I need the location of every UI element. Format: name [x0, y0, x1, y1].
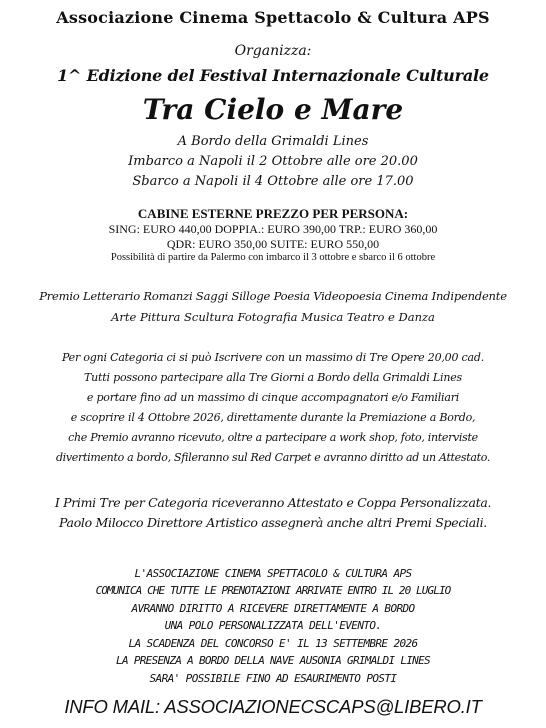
rules-line-4: e scoprire il 4 Ottobre 2026, direttamente durante la Premiazione a Bordo, [70, 411, 476, 424]
contact-email[interactable]: INFO MAIL: ASSOCIAZIONECSCAPS@LIBERO.IT [64, 696, 482, 717]
prices-note: Possibilità di partire da Palermo con imbarco il 3 ottobre e sbarco il 6 ottobre [110, 252, 436, 263]
categories-line-1: Premio Letterario Romanzi Saggi Silloge Poesia Videopoesia Cinema Indipendente [39, 289, 507, 303]
rules-line-2: Tutti possono partecipare alla Tre Giorni a Bordo della Grimaldi Lines [84, 371, 462, 384]
notice-line-7: SARA' POSSIBILE FINO AD ESAURIMENTO POSTI [149, 672, 397, 685]
rules-line-6: divertimento a bordo, Sfileranno sul Red Carpet e avranno diritto ad un Attestato. [55, 451, 491, 464]
notice-line-2: COMUNICA CHE TUTTE LE PRENOTAZIONI ARRIVATE ENTRO IL 20 LUGLIO [95, 584, 451, 597]
notice-line-4: UNA POLO PERSONALIZZATA DELL'EVENTO. [164, 619, 382, 632]
trip-embark: Imbarco a Napoli il 2 Ottobre alle ore 20.00 [128, 154, 418, 169]
awards-line-2: Paolo Milocco Direttore Artistico assegnerà anche altri Premi Speciali. [59, 515, 487, 530]
festival-title: Tra Cielo e Mare [142, 93, 404, 126]
awards-line-1: I Primi Tre per Categoria riceveranno Attestato e Coppa Personalizzata. [54, 495, 492, 510]
organizza-label: Organizza: [234, 43, 312, 59]
trip-ship: A Bordo della Grimaldi Lines [177, 134, 369, 149]
prices-row-2: QDR: EURO 350,00 SUITE: EURO 550,00 [166, 237, 380, 251]
notice-line-5: LA SCADENZA DEL CONCORSO E' IL 13 SETTEMBRE 2026 [128, 637, 418, 650]
notice-line-6: LA PRESENZA A BORDO DELLA NAVE AUSONIA GRIMALDI LINES [116, 654, 430, 667]
prices-heading: CABINE ESTERNE PREZZO PER PERSONA: [137, 206, 409, 221]
notice-line-3: AVRANNO DIRITTO A RICEVERE DIRETTAMENTE A BORDO [131, 602, 415, 615]
trip-disembark: Sbarco a Napoli il 4 Ottobre alle ore 17.00 [132, 174, 414, 189]
rules-line-3: e portare fino ad un massimo di cinque accompagnatori e/o Familiari [86, 391, 460, 404]
notice-line-1: L'ASSOCIAZIONE CINEMA SPETTACOLO & CULTURA APS [134, 567, 412, 580]
prices-row-1: SING: EURO 440,00 DOPPIA.: EURO 390,00 TRP.: EURO 360,00 [108, 222, 438, 236]
rules-line-1: Per ogni Categoria ci si può Iscrivere con un massimo di Tre Opere 20,00 cad. [61, 351, 485, 364]
rules-line-5: che Premio avranno ricevuto, oltre a partecipare a work shop, foto, interviste [68, 431, 478, 444]
festival-edition: 1^ Edizione del Festival Internazionale Culturale [57, 66, 489, 85]
categories-line-2: Arte Pittura Scultura Fotografia Musica Teatro e Danza [111, 310, 435, 324]
association-name: Associazione Cinema Spettacolo & Cultura APS [56, 8, 490, 27]
